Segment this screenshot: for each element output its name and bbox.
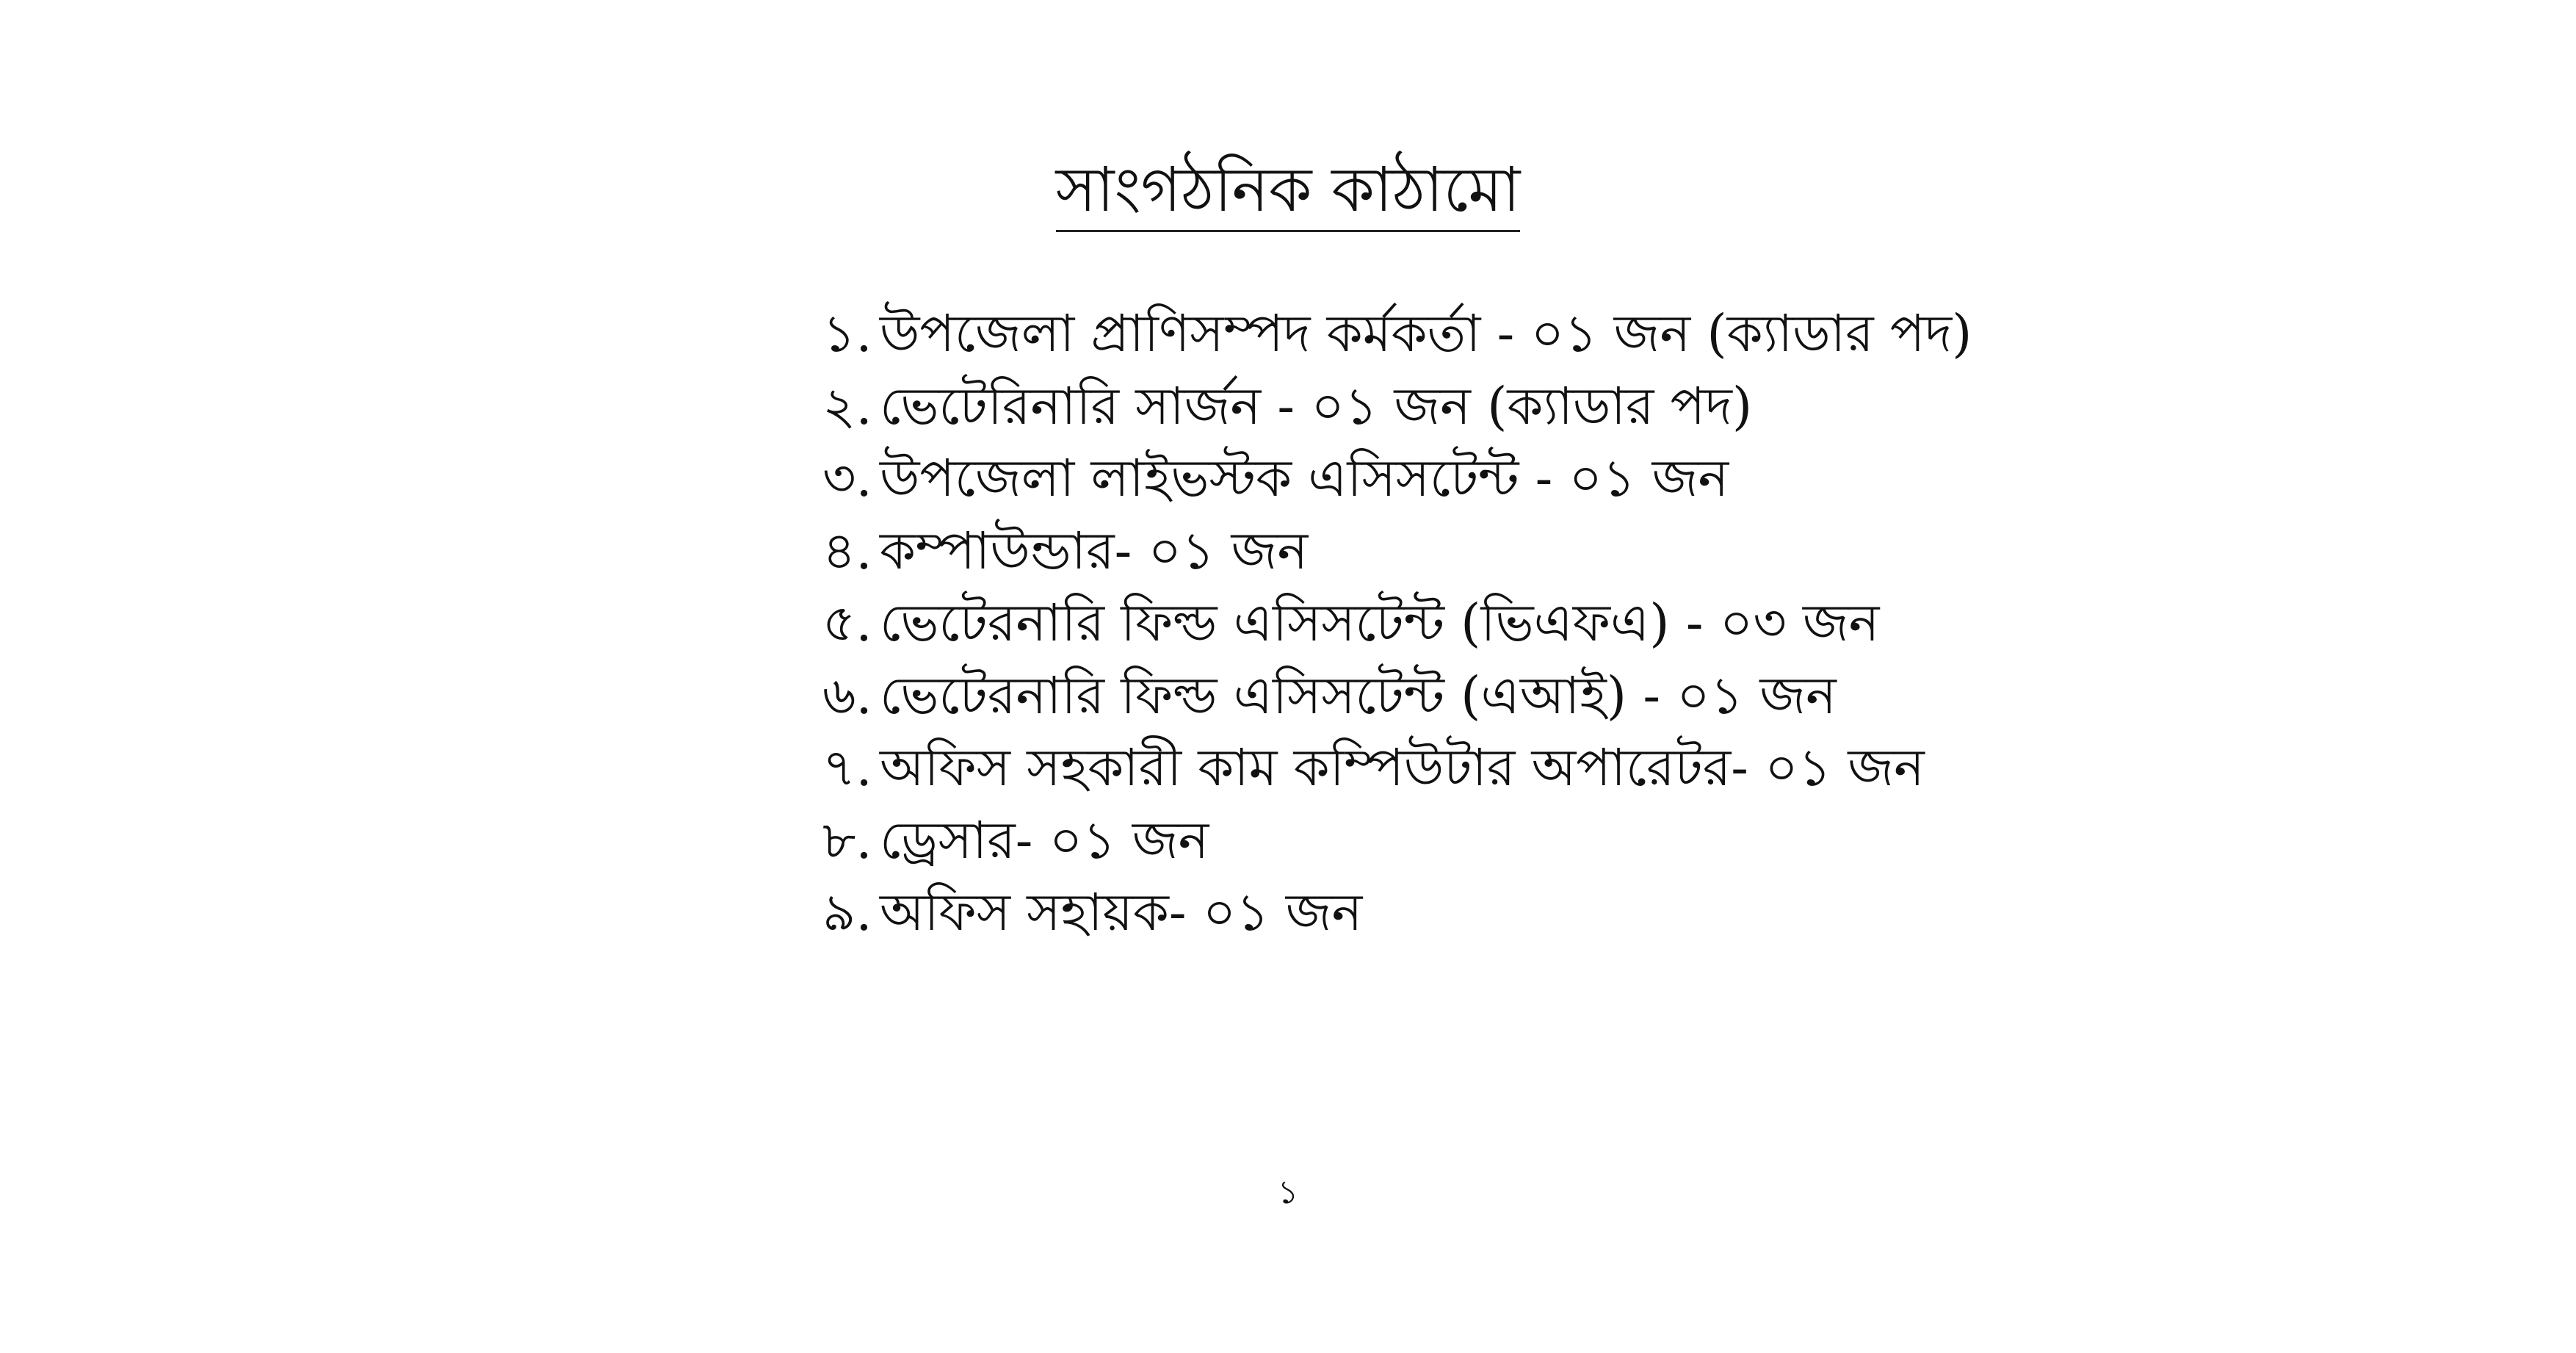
item-number: ৪. bbox=[822, 520, 872, 581]
page-title bbox=[0, 154, 2576, 232]
item-text: ভেটেরনারি ফিল্ড এসিসটেন্ট (এআই) - ০১ জন bbox=[880, 665, 1837, 726]
item-number: ৯. bbox=[822, 882, 872, 942]
item-text: উপজেলা লাইভস্টক এসিসটেন্ট - ০১ জন bbox=[880, 448, 1729, 508]
page-number: ১ bbox=[1277, 1174, 1299, 1211]
page-title-text: সাংগঠনিক কাঠামো bbox=[1056, 154, 1521, 232]
item-text: কম্পাউন্ডার- ০১ জন bbox=[880, 520, 1309, 581]
staff-list bbox=[822, 297, 2071, 949]
list-item bbox=[822, 515, 2071, 588]
list-item bbox=[822, 804, 2071, 877]
item-number: ৩. bbox=[822, 448, 872, 508]
item-number: ৮. bbox=[822, 809, 872, 870]
item-text: অফিস সহায়ক- ০১ জন bbox=[880, 882, 1363, 942]
item-text: ভেটেরনারি ফিল্ড এসিসটেন্ট (ভিএফএ) - ০৩ জন bbox=[880, 593, 1880, 653]
list-item bbox=[822, 370, 2071, 443]
list-item bbox=[822, 876, 2071, 949]
item-number: ১. bbox=[822, 303, 872, 364]
item-text: ড্রেসার- ০১ জন bbox=[880, 809, 1209, 870]
item-number: ৫. bbox=[822, 593, 872, 653]
list-item bbox=[822, 442, 2071, 515]
list-item bbox=[822, 587, 2071, 660]
item-text: ভেটেরিনারি সার্জন - ০১ জন (ক্যাডার পদ) bbox=[880, 375, 1753, 436]
item-number: ২. bbox=[822, 375, 872, 436]
list-item bbox=[822, 732, 2071, 804]
list-item bbox=[822, 297, 2071, 370]
item-number: ৬. bbox=[822, 665, 872, 726]
item-text: উপজেলা প্রাণিসম্পদ কর্মকর্তা - ০১ জন (ক্যাডার পদ) bbox=[880, 303, 1972, 364]
list-item bbox=[822, 660, 2071, 732]
item-number: ৭. bbox=[822, 737, 872, 798]
item-text: অফিস সহকারী কাম কম্পিউটার অপারেটর- ০১ জন bbox=[880, 737, 1925, 798]
